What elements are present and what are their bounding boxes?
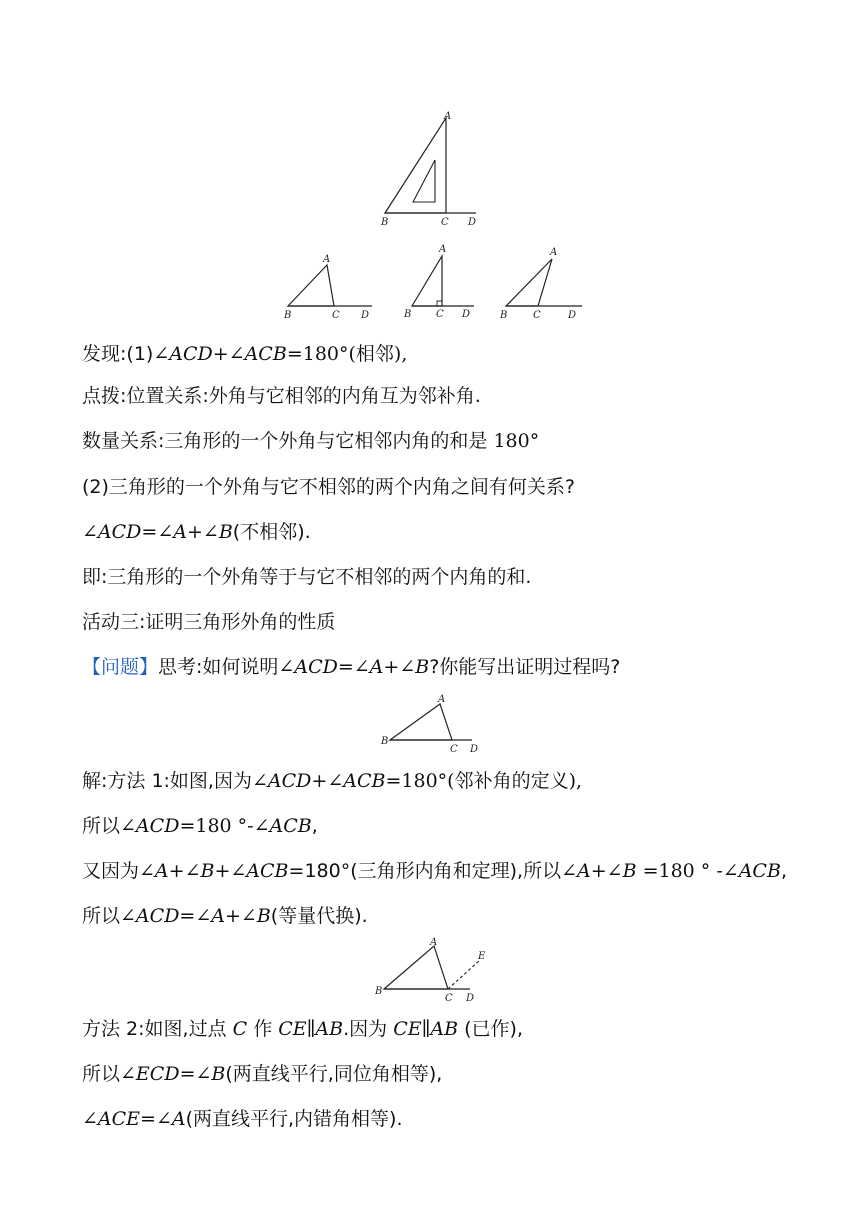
finding-line: 发现:(1)∠ACD+∠ACB=180°(相邻), bbox=[82, 343, 408, 365]
problem-tag: 【问题】 bbox=[82, 656, 159, 678]
activity-three-heading: 活动三:证明三角形外角的性质 bbox=[82, 611, 336, 633]
problem-line: 【问题】思考:如何说明∠ACD=∠A+∠B?你能写出证明过程吗? bbox=[82, 656, 621, 678]
relation-line: ∠ACD=∠A+∠B(不相邻). bbox=[82, 521, 311, 543]
hint-quantity-line: 数量关系:三角形的一个外角与它相邻内角的和是 180° bbox=[82, 430, 540, 452]
svg-text:A: A bbox=[323, 254, 331, 265]
acute-triangle-figure bbox=[282, 250, 377, 325]
svg-text:A: A bbox=[550, 247, 558, 258]
method-1-line-4: 所以∠ACD=∠A+∠B(等量代换). bbox=[82, 905, 368, 927]
method-2-line-3: ∠ACE=∠A(两直线平行,内错角相等). bbox=[82, 1108, 403, 1130]
conclusion-line: 即:三角形的一个外角等于与它不相邻的两个内角的和. bbox=[82, 566, 532, 588]
svg-text:A: A bbox=[439, 244, 447, 255]
question-triangle-figure bbox=[378, 692, 488, 754]
method-1-line-1: 解:方法 1:如图,因为∠ACD+∠ACB=180°(邻补角的定义), bbox=[82, 770, 583, 792]
svg-text:C: C bbox=[450, 744, 458, 754]
svg-text:A: A bbox=[444, 111, 452, 122]
svg-text:D: D bbox=[462, 309, 471, 320]
svg-text:B: B bbox=[404, 309, 412, 320]
svg-text:D: D bbox=[468, 217, 477, 228]
svg-text:B: B bbox=[381, 217, 389, 228]
svg-text:D: D bbox=[470, 744, 479, 754]
svg-text:C: C bbox=[533, 310, 541, 321]
svg-text:B: B bbox=[375, 986, 383, 997]
right-triangle-figure bbox=[400, 240, 480, 325]
method-2-line-2: 所以∠ECD=∠B(两直线平行,同位角相等), bbox=[82, 1063, 443, 1085]
svg-text:C: C bbox=[441, 217, 449, 228]
svg-text:A: A bbox=[438, 694, 446, 705]
method-1-line-3: 又因为∠A+∠B+∠ACB=180°(三角形内角和定理),所以∠A+∠B =180 ° -∠ACB, bbox=[82, 860, 787, 882]
svg-text:B: B bbox=[381, 736, 389, 747]
svg-text:C: C bbox=[445, 993, 453, 1004]
question-2-line: (2)三角形的一个外角与它不相邻的两个内角之间有何关系? bbox=[82, 476, 575, 498]
set-square-figure bbox=[370, 108, 490, 230]
svg-text:B: B bbox=[500, 310, 508, 321]
svg-text:C: C bbox=[332, 310, 340, 321]
svg-text:D: D bbox=[466, 993, 475, 1004]
svg-text:E: E bbox=[478, 951, 486, 962]
method-1-line-2: 所以∠ACD=180 °-∠ACB, bbox=[82, 815, 318, 837]
method-2-figure bbox=[370, 934, 495, 1006]
hint-position-line: 点拨:位置关系:外角与它相邻的内角互为邻补角. bbox=[82, 385, 481, 407]
svg-text:C: C bbox=[436, 309, 444, 320]
svg-text:D: D bbox=[568, 310, 577, 321]
method-2-line-1: 方法 2:如图,过点 C 作 CE∥AB.因为 CE∥AB (已作), bbox=[82, 1018, 523, 1040]
svg-text:B: B bbox=[284, 310, 292, 321]
svg-text:D: D bbox=[361, 310, 370, 321]
obtuse-triangle-figure bbox=[496, 243, 586, 325]
svg-text:A: A bbox=[430, 937, 438, 948]
